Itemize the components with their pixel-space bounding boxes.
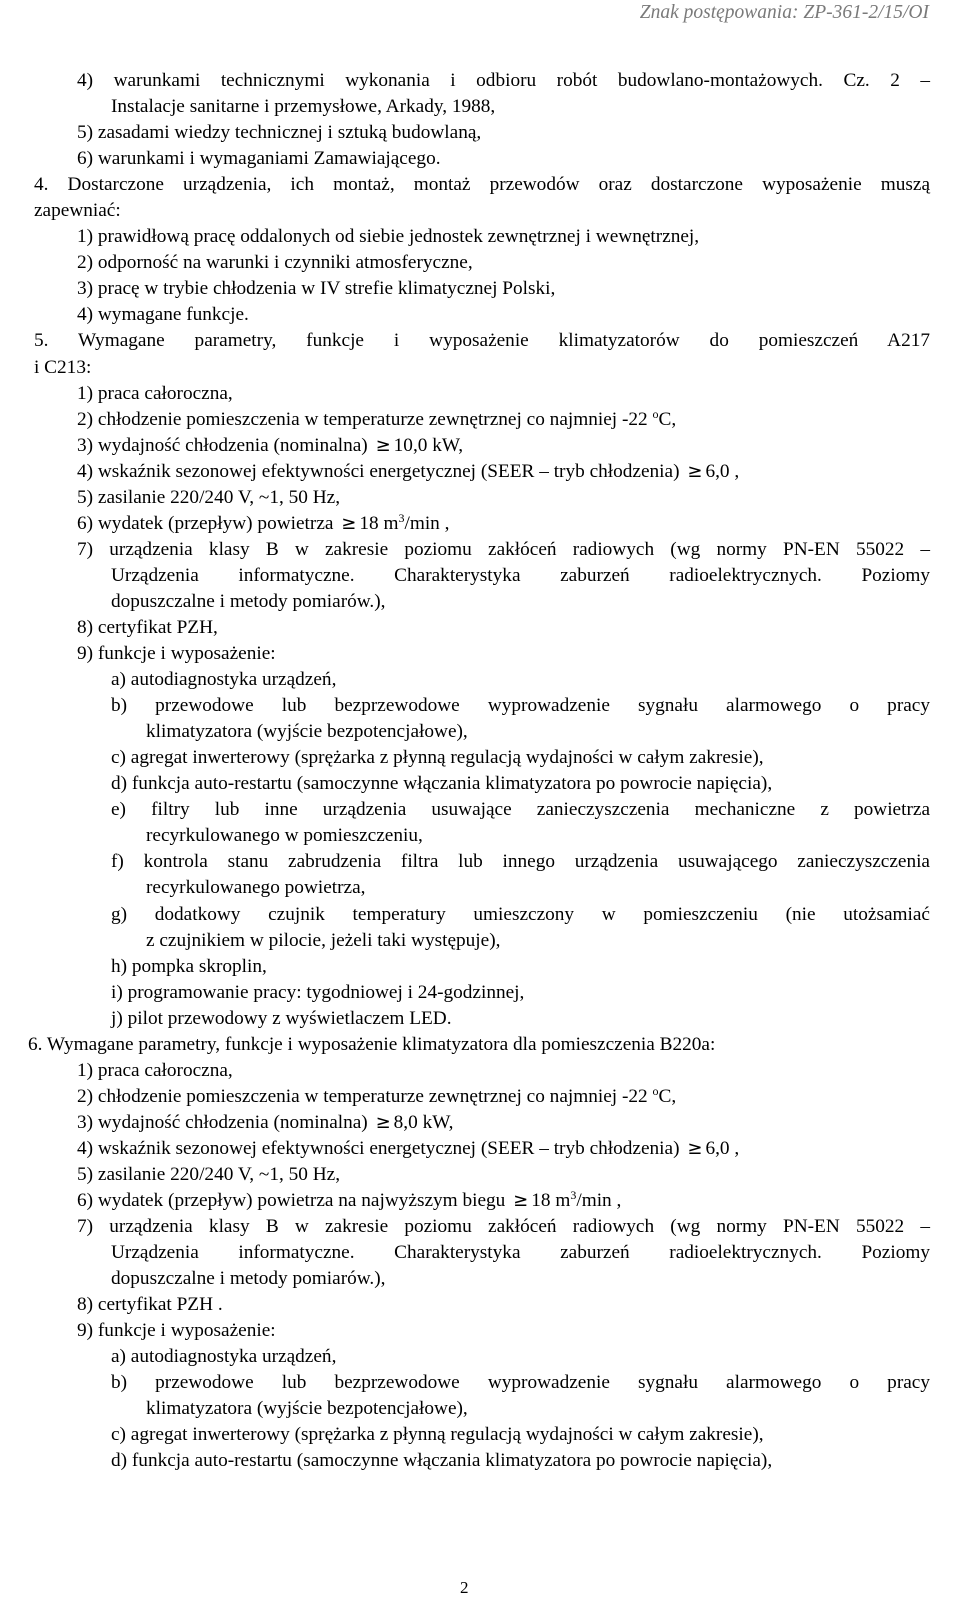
- list-item: 2) chłodzenie pomieszczenia w temperaturze zewnętrznej co najmniej -22 $^o$C,: [77, 406, 677, 430]
- page-number: 2: [460, 1578, 469, 1597]
- section-heading-5: 5. Wymagane parametry, funkcje i wyposażenie klimatyzatorów do pomieszczeń A217: [34, 330, 930, 352]
- list-item: 3) wydajność chłodzenia (nominalna) ≥ 10,0 kW,: [77, 434, 464, 456]
- list-item: 2) chłodzenie pomieszczenia w temperaturze zewnętrznej co najmniej -22 $^o$C,: [77, 1083, 677, 1107]
- sub-item: i) programowanie pracy: tygodniowej i 24-godzinnej,: [111, 981, 525, 1003]
- list-item: 2) odporność na warunki i czynniki atmosferyczne,: [77, 252, 473, 274]
- list-item: 7) urządzenia klasy B w zakresie poziomu zakłóceń radiowych (wg normy PN-EN 55022 –: [77, 538, 930, 560]
- sub-item: a) autodiagnostyka urządzeń,: [111, 1346, 337, 1368]
- list-item: 8) certyfikat PZH,: [77, 616, 218, 638]
- list-item: 5) zasilanie 220/240 V, ~1, 50 Hz,: [77, 486, 341, 508]
- list-item-continuation: Instalacje sanitarne i przemysłowe, Arkady, 1988,: [111, 96, 496, 118]
- greater-equal-symbol: ≥: [687, 1137, 703, 1159]
- sub-item-continuation: recyrkulowanego w pomieszczeniu,: [146, 825, 423, 847]
- list-item: 7) urządzenia klasy B w zakresie poziomu zakłóceń radiowych (wg normy PN-EN 55022 –: [77, 1216, 930, 1238]
- section-heading-6: 6. Wymagane parametry, funkcje i wyposażenie klimatyzatora dla pomieszczenia B220a:: [28, 1033, 716, 1055]
- sub-item: j) pilot przewodowy z wyświetlaczem LED.: [111, 1007, 452, 1029]
- list-item: 5) zasadami wiedzy technicznej i sztuką budowlaną,: [77, 122, 482, 144]
- greater-equal-symbol: ≥: [375, 1111, 391, 1133]
- list-item: 1) prawidłową pracę oddalonych od siebie jednostek zewnętrznej i wewnętrznej,: [77, 226, 700, 248]
- greater-equal-symbol: ≥: [513, 1190, 529, 1212]
- list-item-continuation: Urządzenia informatyczne. Charakterystyka zaburzeń radioelektrycznych. Poziomy: [111, 1242, 930, 1264]
- list-item: 6) wydatek (przepływ) powietrza na najwyższym biegu ≥ 18 $m^3/\min$ ,: [77, 1188, 622, 1212]
- list-item: 8) certyfikat PZH .: [77, 1294, 223, 1316]
- sub-item: a) autodiagnostyka urządzeń,: [111, 669, 337, 691]
- page-content: [28, 68, 930, 1475]
- list-item: 9) funkcje i wyposażenie:: [77, 643, 276, 665]
- sub-item: b) przewodowe lub bezprzewodowe wyprowadzenie sygnału alarmowego o pracy: [111, 1372, 930, 1394]
- sub-item: f) kontrola stanu zabrudzenia filtra lub innego urządzenia usuwającego zanieczyszczenia: [111, 851, 930, 873]
- list-item: 3) wydajność chłodzenia (nominalna) ≥ 8,0 kW,: [77, 1111, 454, 1133]
- sub-item: d) funkcja auto-restartu (samoczynne włączania klimatyzatora po powrocie napięcia),: [111, 1450, 773, 1472]
- sub-item: g) dodatkowy czujnik temperatury umieszczony w pomieszczeniu (nie utożsamiać: [111, 903, 930, 925]
- list-item: 6) wydatek (przepływ) powietrza ≥ 18 $m^3/\min$ ,: [77, 510, 450, 534]
- list-item-continuation: dopuszczalne i metody pomiarów.),: [111, 1268, 386, 1290]
- list-item-continuation: dopuszczalne i metody pomiarów.),: [111, 590, 386, 612]
- list-item: 3) pracę w trybie chłodzenia w IV strefie klimatycznej Polski,: [77, 278, 556, 300]
- sub-item: h) pompka skroplin,: [111, 955, 267, 977]
- page-header: Znak postępowania: ZP-361-2/15/OI: [639, 2, 929, 23]
- list-item: 9) funkcje i wyposażenie:: [77, 1320, 276, 1342]
- greater-equal-symbol: ≥: [375, 434, 391, 456]
- list-item-continuation: Urządzenia informatyczne. Charakterystyka zaburzeń radioelektrycznych. Poziomy: [111, 564, 930, 586]
- sub-item-continuation: klimatyzatora (wyjście bezpotencjałowe),: [146, 1398, 468, 1420]
- list-item: 5) zasilanie 220/240 V, ~1, 50 Hz,: [77, 1163, 341, 1185]
- sub-item: b) przewodowe lub bezprzewodowe wyprowadzenie sygnału alarmowego o pracy: [111, 695, 930, 717]
- sub-item: c) agregat inwerterowy (sprężarka z płynną regulacją wydajności w całym zakresie),: [111, 1424, 764, 1446]
- sub-item: e) filtry lub inne urządzenia usuwające zanieczyszczenia mechaniczne z powietrza: [111, 799, 930, 821]
- sub-item: d) funkcja auto-restartu (samoczynne włączania klimatyzatora po powrocie napięcia),: [111, 773, 773, 795]
- sub-item-continuation: klimatyzatora (wyjście bezpotencjałowe),: [146, 721, 468, 743]
- list-item: 1) praca całoroczna,: [77, 382, 233, 404]
- list-item: 1) praca całoroczna,: [77, 1059, 233, 1081]
- sub-item-continuation: recyrkulowanego powietrza,: [146, 877, 366, 899]
- sub-item: c) agregat inwerterowy (sprężarka z płynną regulacją wydajności w całym zakresie),: [111, 747, 764, 769]
- list-item: 4) wskaźnik sezonowej efektywności energetycznej (SEER – tryb chłodzenia) ≥ 6,0 ,: [77, 1137, 740, 1159]
- list-item: 4) wymagane funkcje.: [77, 304, 249, 326]
- section-heading-4-cont: zapewniać:: [34, 200, 121, 222]
- list-item: 4) wskaźnik sezonowej efektywności energetycznej (SEER – tryb chłodzenia) ≥ 6,0 ,: [77, 460, 740, 482]
- section-heading-4: 4. Dostarczone urządzenia, ich montaż, montaż przewodów oraz dostarczone wyposażenie muszą: [34, 174, 930, 196]
- sub-item-continuation: z czujnikiem w pilocie, jeżeli taki występuje),: [146, 929, 501, 951]
- section-heading-5-cont: i C213:: [34, 356, 92, 378]
- list-item: 6) warunkami i wymaganiami Zamawiającego.: [77, 148, 441, 170]
- list-item: 4) warunkami technicznymi wykonania i odbioru robót budowlano-montażowych. Cz. 2 –: [77, 70, 930, 91]
- greater-equal-symbol: ≥: [687, 460, 703, 482]
- greater-equal-symbol: ≥: [341, 512, 357, 534]
